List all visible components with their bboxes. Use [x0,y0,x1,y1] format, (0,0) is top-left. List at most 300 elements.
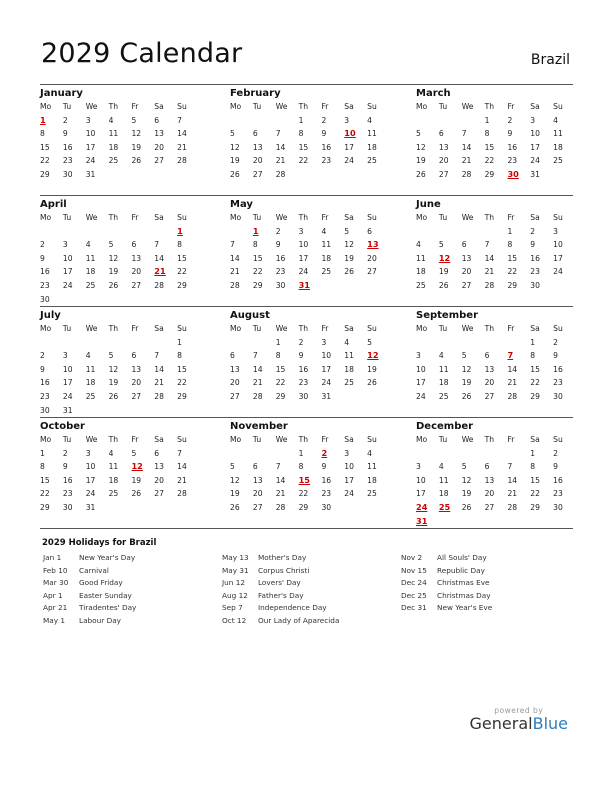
weekday-header [230,433,390,447]
empty-day-cell [507,447,530,461]
day-cell: 28 [177,489,187,499]
day-cell: 22 [275,378,286,388]
week-row [40,141,200,155]
day-cell: 25 [85,391,96,401]
day-cell: 28 [154,391,164,401]
week-row [416,515,576,529]
day-cell: 14 [252,364,263,374]
weekday-label: Mo [40,324,52,333]
week-row [40,279,200,293]
week-row [40,336,200,350]
week-row [230,487,390,501]
day-cell: 3 [344,448,350,458]
day-cell: 25 [108,156,119,166]
holiday-day-cell: 31 [416,515,428,526]
day-cell: 4 [416,240,421,250]
day-cell: 10 [62,364,73,374]
day-cell: 30 [62,502,73,512]
day-cell: 7 [154,351,160,361]
weekday-header [230,322,390,336]
week-row [230,447,390,461]
weekday-label: We [85,213,98,222]
week-row [416,390,576,404]
day-cell: 11 [367,129,377,139]
day-cell: 18 [108,142,119,152]
day-cell: 19 [461,489,472,499]
day-cell: 24 [530,156,540,166]
day-cell: 20 [484,378,495,388]
day-cell: 26 [108,391,119,401]
day-cell: 21 [507,378,518,388]
weekday-label: Th [484,102,495,111]
empty-day-cell [253,336,276,350]
weekday-label: Fr [131,102,139,111]
brand-name-part2: Blue [532,714,568,733]
holiday-item [43,577,136,590]
day-cell: 3 [85,448,91,458]
holiday-item [222,552,339,565]
weekday-label: Sa [530,102,540,111]
empty-day-cell [439,515,462,529]
week-row [230,141,390,155]
empty-day-cell [109,168,132,182]
holiday-day-cell: 1 [252,225,259,236]
holiday-day-cell: 12 [131,461,143,472]
empty-day-cell [131,501,154,515]
month-name: July [40,310,61,321]
weekday-label: Fr [321,324,329,333]
empty-day-cell [131,404,154,418]
week-row [230,336,390,350]
day-cell: 15 [484,142,495,152]
day-cell: 25 [367,489,377,499]
empty-day-cell [416,447,439,461]
holiday-item [222,615,339,628]
day-cell: 8 [275,351,281,361]
day-cell: 8 [177,351,182,361]
day-cell: 25 [321,267,332,277]
day-cell: 4 [85,351,91,361]
day-cell: 29 [40,502,50,512]
week-row [416,363,576,377]
weekday-label: We [85,324,98,333]
day-cell: 16 [62,142,73,152]
calendar-quarter-row [40,195,573,306]
holiday-item [43,565,136,578]
day-cell: 16 [40,267,50,277]
day-cell: 16 [298,364,309,374]
day-cell: 26 [230,169,240,179]
week-row [40,404,200,418]
weekday-header [40,100,200,114]
day-cell: 1 [507,226,513,236]
day-cell: 2 [40,351,45,361]
weekday-label: We [461,102,474,111]
day-cell: 11 [438,475,449,485]
week-row [40,390,200,404]
weekday-header [230,100,390,114]
day-cell: 9 [321,462,327,472]
day-cell: 30 [553,391,563,401]
holiday-date: Oct 12 [222,615,247,625]
day-cell: 19 [367,364,377,374]
day-cell: 8 [40,462,45,472]
month-name: September [416,310,478,321]
empty-day-cell [154,225,177,239]
holiday-day-cell: 7 [507,350,514,361]
day-cell: 21 [177,475,187,485]
day-cell: 12 [230,475,240,485]
day-cell: 5 [230,129,235,139]
day-cell: 1 [298,448,304,458]
empty-day-cell [344,279,367,293]
day-cell: 3 [62,240,68,250]
weekday-label: We [85,102,98,111]
week-row [230,501,390,515]
weekday-label: Tu [62,102,72,111]
day-cell: 28 [275,502,286,512]
week-row [40,238,200,252]
day-cell: 8 [40,129,45,139]
day-cell: 8 [484,129,490,139]
day-cell: 11 [438,364,449,374]
week-row [230,460,390,474]
week-row [416,349,576,363]
day-cell: 7 [177,448,182,458]
weekday-label: Fr [507,213,515,222]
empty-day-cell [230,225,253,239]
day-cell: 7 [507,462,513,472]
weekday-label: Mo [230,213,242,222]
holiday-date: Dec 31 [401,603,427,613]
day-cell: 31 [530,169,540,179]
empty-day-cell [507,515,530,529]
empty-day-cell [367,390,390,404]
holiday-name: Lovers' Day [258,578,301,588]
day-cell: 15 [177,364,187,374]
day-cell: 25 [416,280,426,290]
day-cell: 24 [298,267,309,277]
day-cell: 13 [252,142,263,152]
day-cell: 10 [416,364,426,374]
empty-day-cell [177,168,200,182]
day-cell: 31 [62,405,73,415]
weekday-label: Mo [230,102,242,111]
day-cell: 15 [40,475,50,485]
day-cell: 27 [484,502,495,512]
day-cell: 5 [230,462,235,472]
day-cell: 17 [416,378,426,388]
day-cell: 29 [484,169,495,179]
day-cell: 19 [230,156,240,166]
holiday-date: May 31 [222,565,249,575]
day-cell: 28 [275,169,286,179]
day-cell: 9 [40,364,45,374]
weekday-header [416,433,576,447]
holiday-date: Dec 24 [401,578,427,588]
empty-day-cell [230,114,253,128]
day-cell: 3 [530,115,536,125]
day-cell: 1 [484,115,490,125]
day-cell: 24 [85,156,96,166]
day-cell: 28 [230,280,240,290]
day-cell: 27 [367,267,377,277]
empty-day-cell [131,336,154,350]
empty-day-cell [553,168,576,182]
empty-day-cell [63,293,86,307]
holiday-item [401,590,492,603]
day-cell: 7 [461,129,467,139]
holiday-date: Nov 15 [401,565,427,575]
week-row [230,279,390,293]
day-cell: 27 [438,169,449,179]
week-row [416,238,576,252]
day-cell: 22 [40,489,50,499]
weekday-label: Th [298,435,309,444]
weekday-label: Th [484,213,495,222]
empty-day-cell [109,501,132,515]
day-cell: 9 [62,462,68,472]
day-cell: 3 [298,226,304,236]
day-cell: 14 [177,462,187,472]
day-cell: 20 [131,267,142,277]
day-cell: 3 [344,115,350,125]
holiday-name: Independence Day [258,603,327,613]
holiday-item [401,565,492,578]
day-cell: 19 [461,378,472,388]
day-cell: 10 [344,462,354,472]
weekday-label: Th [108,213,119,222]
day-cell: 26 [367,378,377,388]
day-cell: 22 [507,267,518,277]
day-cell: 5 [416,129,421,139]
day-cell: 6 [367,226,372,236]
weekday-label: Sa [344,213,354,222]
day-cell: 23 [507,156,518,166]
day-cell: 18 [438,378,449,388]
empty-day-cell [154,168,177,182]
empty-day-cell [40,225,63,239]
week-row [40,487,200,501]
day-cell: 26 [416,169,426,179]
month-may [230,198,390,293]
day-cell: 12 [344,240,354,250]
day-cell: 2 [553,337,558,347]
month-january [40,87,200,182]
day-cell: 4 [85,240,91,250]
empty-day-cell [86,336,109,350]
day-cell: 9 [530,240,536,250]
holiday-day-cell: 1 [177,225,183,236]
empty-day-cell [367,168,390,182]
weekday-label: Tu [62,435,72,444]
day-cell: 28 [507,502,518,512]
day-cell: 17 [85,475,96,485]
day-cell: 9 [275,240,281,250]
day-cell: 22 [177,267,187,277]
day-cell: 6 [252,462,258,472]
holidays-title: 2029 Holidays for Brazil [42,538,157,548]
weekday-label: Tu [62,324,72,333]
holiday-name: Tiradentes' Day [79,603,137,613]
day-cell: 21 [177,142,187,152]
weekday-label: Su [367,102,377,111]
holiday-day-cell: 10 [344,128,356,139]
day-cell: 20 [438,156,449,166]
holiday-date: Sep 7 [222,603,243,613]
day-cell: 23 [530,267,540,277]
day-cell: 6 [252,129,258,139]
day-cell: 13 [131,253,142,263]
day-cell: 18 [438,489,449,499]
weekday-label: Th [484,435,495,444]
day-cell: 12 [108,364,119,374]
weekday-label: Tu [252,324,262,333]
day-cell: 9 [553,462,558,472]
day-cell: 1 [275,337,281,347]
day-cell: 24 [344,489,354,499]
day-cell: 25 [367,156,377,166]
weekday-label: Mo [40,213,52,222]
weekday-label: Tu [438,213,448,222]
week-row [40,447,200,461]
day-cell: 6 [484,351,490,361]
week-row [416,279,576,293]
week-row [230,114,390,128]
day-cell: 20 [154,475,164,485]
day-cell: 7 [275,129,281,139]
day-cell: 22 [484,156,495,166]
holiday-item [401,602,492,615]
empty-day-cell [367,501,390,515]
day-cell: 10 [298,240,309,250]
day-cell: 31 [321,391,332,401]
week-row [40,363,200,377]
day-cell: 5 [131,448,137,458]
weekday-label: Su [367,213,377,222]
day-cell: 24 [416,391,426,401]
holiday-day-cell: 24 [416,501,428,512]
holiday-item [401,577,492,590]
month-name: February [230,88,281,99]
day-cell: 29 [177,280,187,290]
weekday-label: We [461,324,474,333]
day-cell: 12 [131,129,142,139]
day-cell: 30 [40,405,50,415]
day-cell: 28 [507,391,518,401]
day-cell: 6 [438,129,444,139]
day-cell: 20 [230,378,240,388]
weekday-label: Mo [230,324,242,333]
day-cell: 20 [154,142,164,152]
day-cell: 15 [252,253,263,263]
weekday-label: Fr [131,324,139,333]
day-cell: 17 [416,489,426,499]
holiday-day-cell: 15 [298,474,310,485]
day-cell: 30 [530,280,540,290]
day-cell: 29 [252,280,263,290]
day-cell: 1 [530,448,536,458]
day-cell: 25 [344,378,354,388]
day-cell: 26 [344,267,354,277]
empty-day-cell [230,447,253,461]
day-cell: 22 [530,489,540,499]
day-cell: 3 [321,337,327,347]
day-cell: 17 [344,475,354,485]
empty-day-cell [154,404,177,418]
empty-day-cell [86,404,109,418]
day-cell: 10 [85,462,96,472]
day-cell: 14 [275,142,286,152]
day-cell: 19 [344,253,354,263]
day-cell: 23 [298,378,309,388]
day-cell: 1 [40,448,45,458]
month-name: November [230,421,288,432]
day-cell: 2 [275,226,281,236]
day-cell: 11 [321,240,332,250]
month-february [230,87,390,182]
day-cell: 20 [367,253,377,263]
weekday-label: Sa [154,324,164,333]
holiday-item [222,577,339,590]
day-cell: 14 [154,364,164,374]
empty-day-cell [109,293,132,307]
holiday-item [222,590,339,603]
week-row [230,349,390,363]
holiday-date: Apr 1 [43,590,63,600]
day-cell: 4 [367,115,372,125]
day-cell: 15 [177,253,187,263]
holiday-name: Mother's Day [258,553,307,562]
week-row [230,127,390,141]
day-cell: 14 [507,475,518,485]
week-row [230,376,390,390]
month-name: January [40,88,83,99]
day-cell: 8 [530,462,536,472]
day-cell: 4 [438,351,444,361]
day-cell: 13 [230,364,240,374]
holiday-day-cell: 25 [438,501,451,512]
day-cell: 17 [298,253,309,263]
day-cell: 4 [321,226,327,236]
day-cell: 5 [344,226,350,236]
weekday-header [416,100,576,114]
month-april [40,198,200,306]
day-cell: 4 [438,462,444,472]
day-cell: 19 [438,267,449,277]
empty-day-cell [131,168,154,182]
weekday-label: Fr [321,102,329,111]
day-cell: 25 [553,156,563,166]
weekday-label: Sa [154,102,164,111]
weekday-label: Fr [131,213,139,222]
empty-day-cell [321,168,344,182]
empty-day-cell [462,515,485,529]
holiday-date: Jun 12 [222,578,246,588]
day-cell: 19 [416,156,426,166]
holiday-name: Republic Day [437,565,485,575]
day-cell: 3 [416,462,421,472]
holiday-name: New Year's Eve [437,603,493,613]
day-cell: 30 [298,391,309,401]
empty-day-cell [553,279,576,293]
week-row [40,460,200,474]
day-cell: 9 [298,351,304,361]
empty-day-cell [439,225,462,239]
weekday-header [230,211,390,225]
empty-day-cell [439,336,462,350]
holiday-date: Aug 12 [222,590,248,600]
